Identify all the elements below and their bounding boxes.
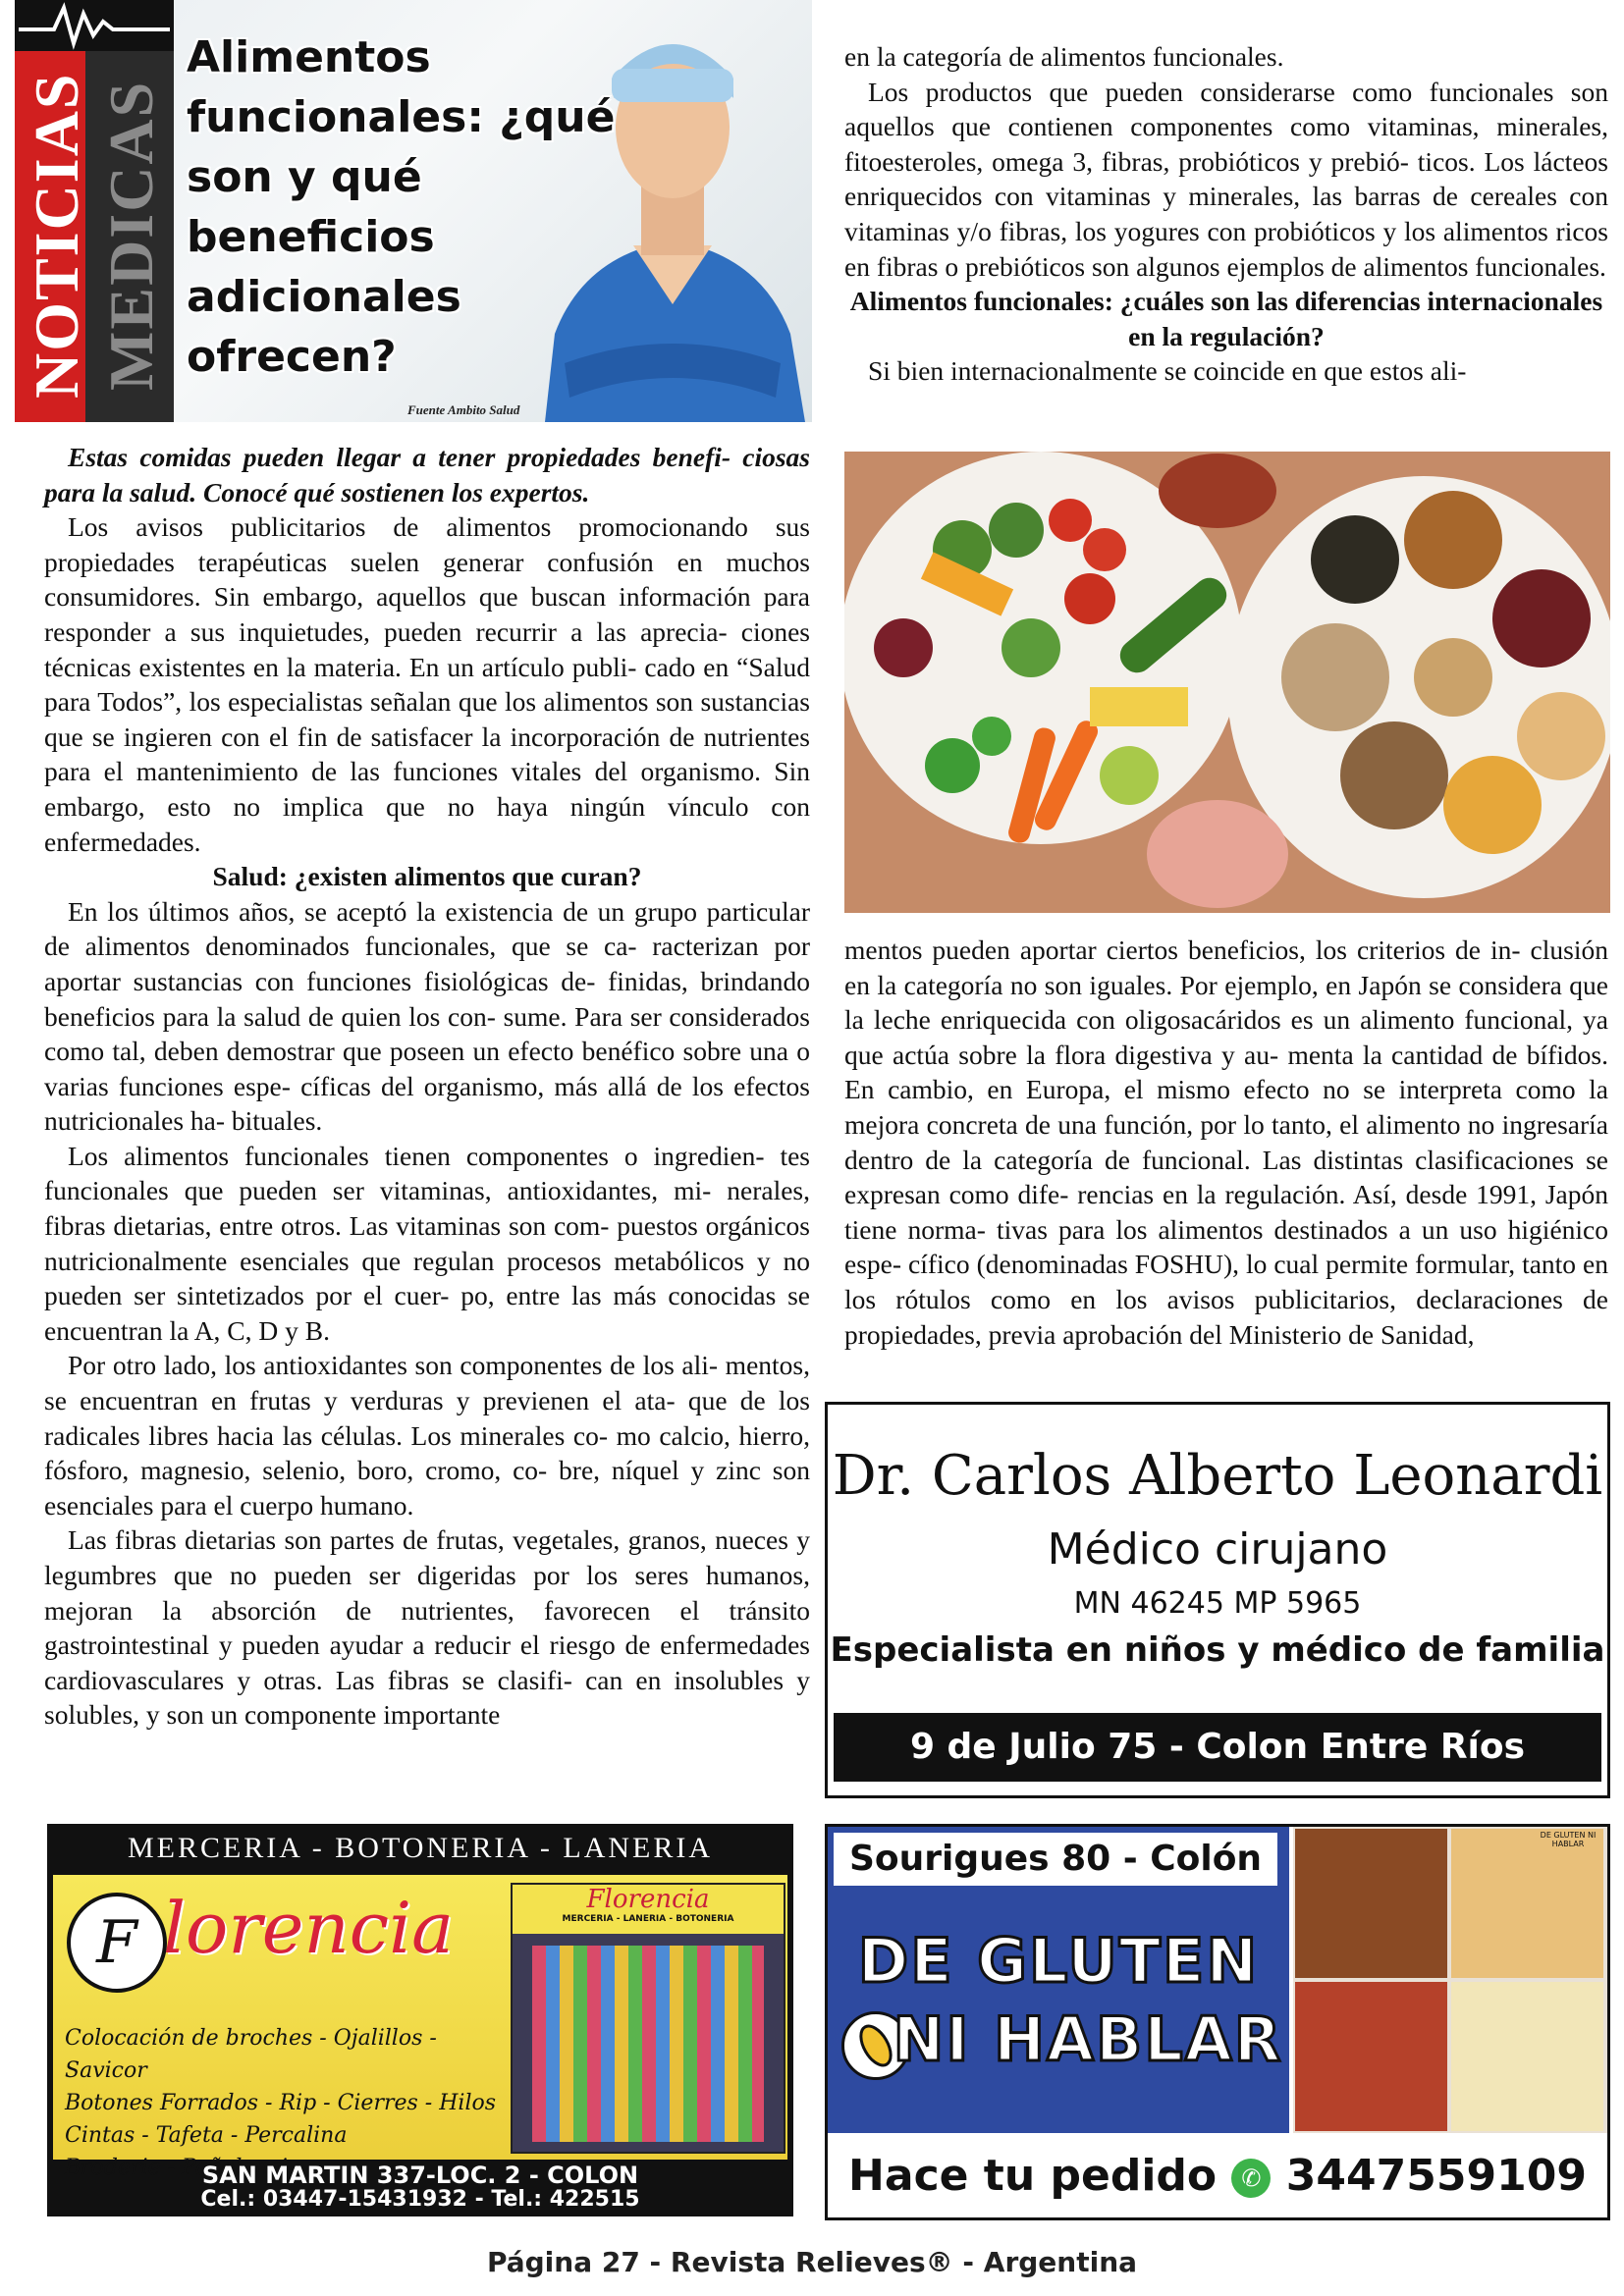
gluten-blue-panel [828, 1827, 1289, 2133]
article-paragraph: mentos pueden aportar ciertos beneficios, los criterios de in- clusión en la categoría no son iguales. Por ejemplo, en Japón se considera que la leche enriquecida con oligosacáridos es un alimento funcional, ya que actúa sobre la flora digestiva y au- menta la cantidad de bífidos. En cambio, en Europa, el mismo efecto no se interpreta como la mejora concreta de una función, por lo tanto, el alimento no ingresaría dentro de la categoría de funcional. Las distintas clasificaciones se expresan como dife- rencias en la regulación. Así, desde 1991, Japón tiene norma- tivas para los alimentos destinados a un uso higiénico espe- cífico (denominadas FOSHU), lo cual permite formular, tanto en los rótulos como en los avisos publicitarios, declaraciones de propiedades, previa aprobación del Ministerio de Sanidad, [844, 934, 1608, 1350]
article-paragraph: Los alimentos funcionales tienen componentes o ingredien- tes funcionales que pueden ser vitaminas, antioxidantes, mi- nerales, fibras dietarias, entre otros. Las vitaminas son com- puestos orgánicos nutricionalmente esenciales que regulan procesos metabólicos y no pueden ser sintetizados por el cuer- po, entre las más conocidas se encuentran la A, C, D y B. [44, 1140, 810, 1346]
article-source: Fuente Ambito Salud [407, 402, 520, 417]
article-lead: Estas comidas pueden llegar a tener propiedades benefi- ciosas para la salud. Conocé qué sostienen los expertos. [44, 442, 810, 507]
food-plates-photo [844, 452, 1610, 913]
article-column-right-top [844, 39, 1608, 389]
section-label-medicas: MEDICAS [96, 80, 166, 392]
storefront-photo [511, 1883, 785, 2154]
doctor-name: Dr. Carlos Alberto Leonardi [832, 1444, 1603, 1508]
pasta-photo [1451, 1982, 1603, 2131]
merceria-phones: Cel.: 03447-15431932 - Tel.: 422515 [200, 2187, 640, 2212]
doctor-address: 9 de Julio 75 - Colon Entre Ríos [909, 1727, 1526, 1767]
subheading: Salud: ¿existen alimentos que curan? [212, 861, 642, 892]
gluten-address: Sourigues 80 - Colón [834, 1833, 1277, 1886]
subheading: Alimentos funcionales: ¿cuáles son las diferencias internacionales en la regulación? [849, 286, 1603, 351]
article-column-left [44, 440, 810, 1733]
empanada-photo [1451, 1829, 1603, 1978]
address-bar [834, 1713, 1601, 1782]
gluten-brand-line1: DE GLUTEN [857, 1925, 1260, 1997]
article-paragraph: en la categoría de alimentos funcionales. [844, 41, 1284, 72]
florencia-brand: lorencia [163, 1887, 455, 1969]
article-column-right-bottom [844, 933, 1608, 1352]
pizza-photo [1295, 1982, 1447, 2131]
article-paragraph: Los avisos publicitarios de alimentos promocionando sus propiedades terapéuticas suelen generar confusión en muchos consumidores. Sin embargo, aquellos que buscan información para responder a sus inquietudes, pueden recurrir a las aprecia- ciones técnicas existentes en la materia. En un artículo publi- cado en “Salud para Todos”, los especialistas señalan que los alimentos son sustancias que se ingieren con el fin de satisfacer la incorporación de nutrientes para el mantenimiento de las funciones vitales del organismo. Sin embargo, esto no implica que no haya ningún vínculo con enfermedades. [44, 511, 810, 857]
photo-tag: DE GLUTEN NI HABLAR [1540, 1831, 1597, 1848]
merceria-service: Colocación de broches - Ojalillos - Savicor [65, 2026, 437, 2083]
article-paragraph: Las fibras dietarias son partes de frutas, vegetales, granos, nueces y legumbres que no pueden ser digeridas por los seres humanos, mejoran la absorción de nutrientes, favorecen el tránsito gastrointestinal y pueden ayudar a reducir el riesgo de enfermedades cardiovasculares y otras. Las fibras se clasifi- can en insolubles y solubles, y son un componente importante [44, 1524, 810, 1731]
gluten-brand-line2: NI HABLAR [893, 2003, 1283, 2075]
article-paragraph: En los últimos años, se aceptó la existencia de un grupo particular de alimentos denominados funcionales, que se ca- racterizan por aportar sustancias con funciones fisiológicas de- finidas, brindando beneficios para la salud de quien los con- sume. Para ser considerados como tal, deben demostrar que poseen un efecto benéfico sobre una o varias funciones espe- cíficas del organismo, más allá de los efectos nutricionales ha- bituales. [44, 895, 810, 1137]
store-sign-subtitle: MERCERIA - LANERIA - BOTONERIA [562, 1914, 734, 1924]
food-photos-grid [1293, 1827, 1607, 2133]
burger-photo [1295, 1829, 1447, 1978]
article-paragraph: Si bien internacionalmente se coincide en que estos ali- [868, 355, 1467, 387]
article-header-banner [15, 0, 812, 422]
article-title: Alimentos funcionales: ¿qué son y qué beneficios adicionales ofrecen? [187, 32, 616, 382]
order-phone: 3447559109 [1285, 2151, 1587, 2201]
page-footer: Página 27 - Revista Relieves® - Argentina [486, 2246, 1138, 2278]
merceria-service: Broderie - Pañolenci [65, 2156, 288, 2180]
merceria-advertisement [47, 1824, 793, 2216]
article-paragraph: Por otro lado, los antioxidantes son componentes de los ali- mentos, se encuentran en frutas y verduras y previenen el ata- que de los radicales libres hacia las células. Los minerales co- mo calcio, hierro, fósforo, magnesio, selenio, boro, cromo, co- bre, níquel y zinc son esenciales para el cuerpo humano. [44, 1350, 810, 1521]
section-label-noticias: NOTICIAS [22, 72, 91, 400]
whatsapp-icon: ✆ [1231, 2159, 1271, 2198]
doctor-advertisement [825, 1402, 1610, 1798]
doctor-specialty: Especialista en niños y médico de familia [830, 1630, 1605, 1670]
gluten-advertisement [825, 1824, 1610, 2220]
merceria-service: Botones Forrados - Rip - Cierres - Hilos [65, 2091, 497, 2115]
merceria-service: Cintas - Tafeta - Percalina [65, 2123, 348, 2148]
florencia-logo-icon: F [67, 1893, 167, 1993]
heartbeat-icon [15, 0, 174, 51]
doctor-role: Médico cirujano [1047, 1524, 1388, 1575]
article-paragraph: Los productos que pueden considerarse como funcionales son aquellos que contienen componentes como vitaminas, minerales, fitoesteroles, omega 3, fibras, probióticos y prebió- ticos. Los lácteos enriquecidos con vitaminas y minerales, las barras de cereales con vitaminas y/o fibras, los yogures con probióticos y los alimentos ricos en fibras o prebióticos son algunos ejemplos de alimentos funcionales. [844, 76, 1608, 282]
store-sign-brand: Florencia [586, 1885, 710, 1914]
merceria-top-banner: MERCERIA - BOTONERIA - LANERIA [127, 1832, 714, 1864]
merceria-address: SAN MARTIN 337-LOC. 2 - COLON [201, 2162, 639, 2189]
order-text: Hace tu pedido [848, 2151, 1218, 2201]
doctor-license: MN 46245 MP 5965 [1073, 1586, 1362, 1621]
